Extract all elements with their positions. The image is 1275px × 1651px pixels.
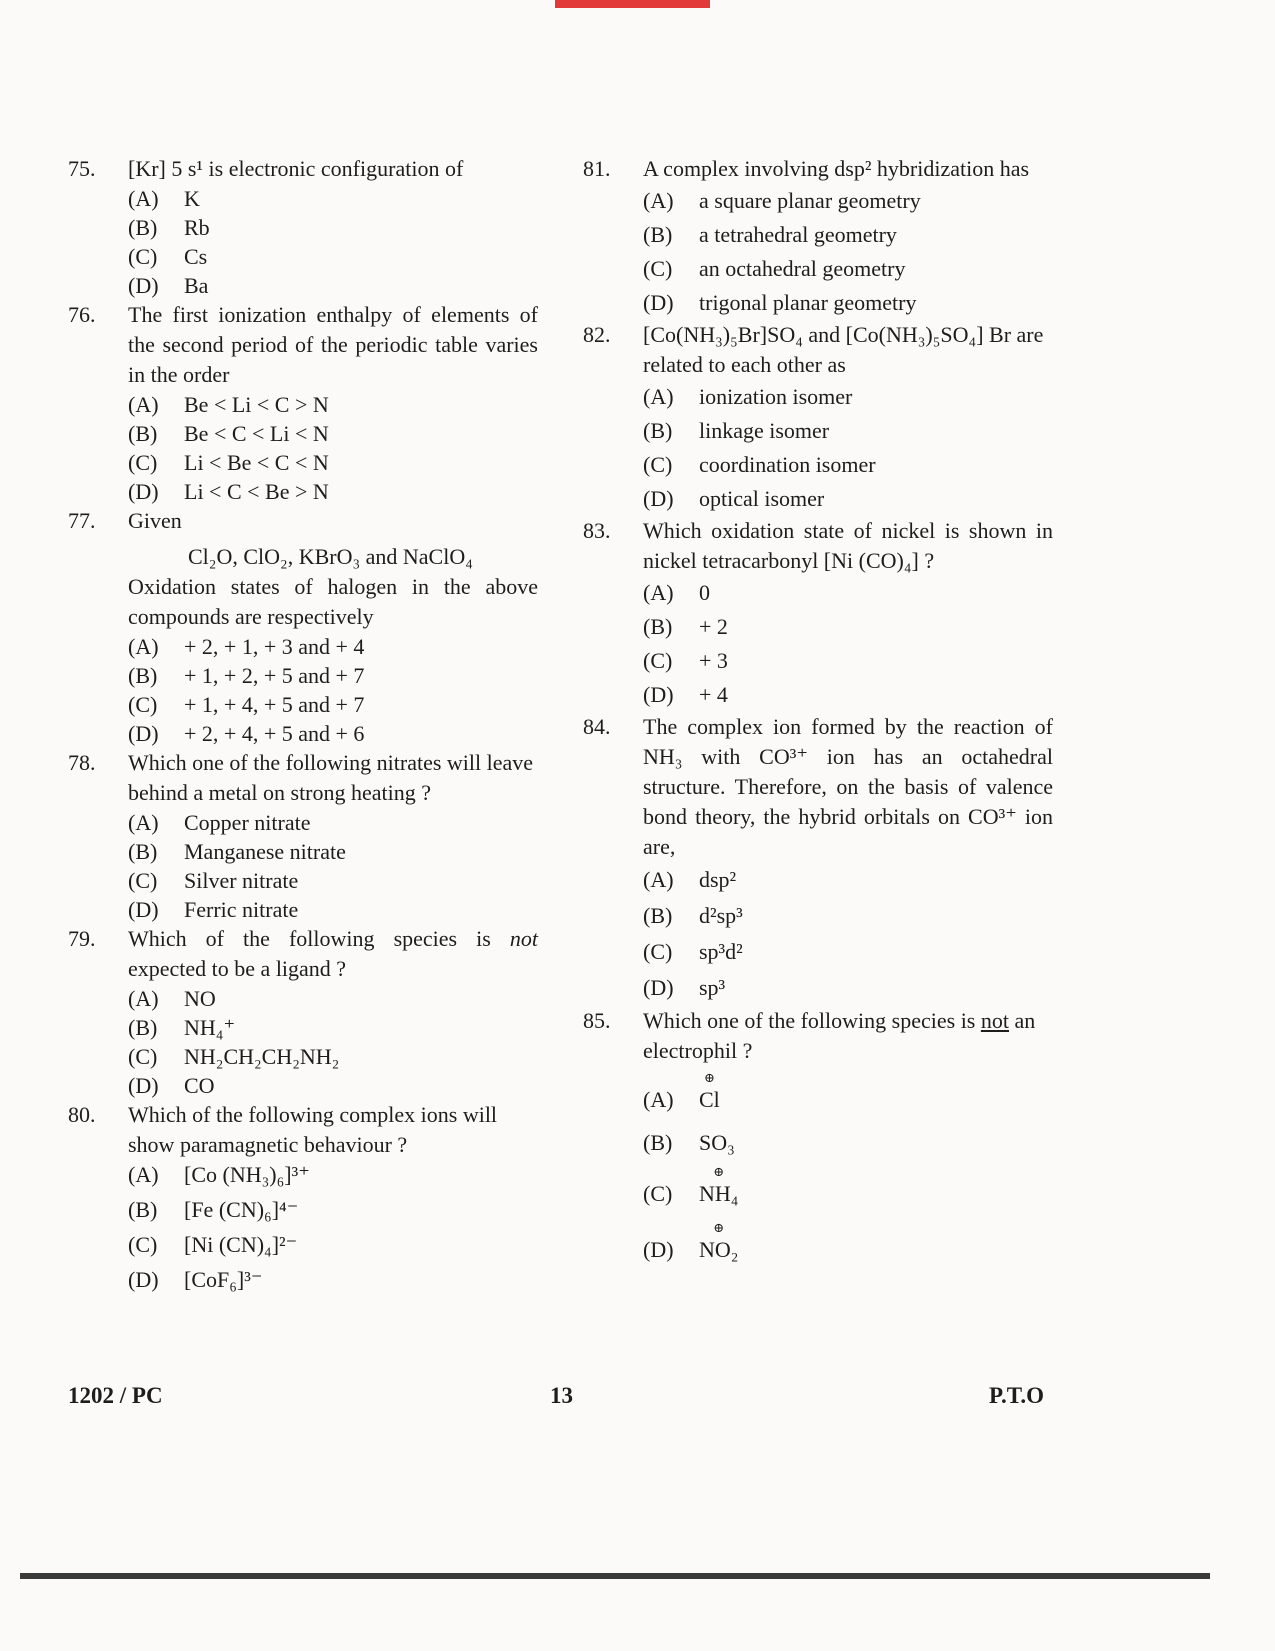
options-list [643,184,1053,320]
question-number: 81. [583,156,611,181]
option-text: [Co (NH₃)₆]³⁺ [184,1162,310,1187]
option-label: (D) [128,721,159,746]
right-column [583,154,1053,1278]
option-text: [Ni (CN)₄]²⁻ [184,1232,298,1257]
options-list [128,808,538,924]
option[interactable] [643,448,1053,482]
option[interactable] [643,898,1053,934]
option-text: ionization isomer [699,384,853,409]
plus-charge-icon: ⊕ [713,1164,725,1179]
option-label: (C) [643,1181,673,1206]
option-text: Be < C < Li < N [184,421,329,446]
question-number: 84. [583,714,611,739]
scan-edge-rule [20,1573,1210,1579]
option-label: (B) [128,215,158,240]
option-label: (B) [128,663,158,688]
option-label: (B) [643,418,673,443]
option-label: (C) [128,450,158,475]
option-text: coordination isomer [699,452,876,477]
option-text: a square planar geometry [699,188,921,213]
top-red-tab [555,0,710,8]
option[interactable] [643,414,1053,448]
option[interactable] [128,1195,538,1230]
option[interactable] [128,895,538,924]
option-text: 0 [699,580,710,605]
option[interactable] [128,1071,538,1100]
option[interactable] [643,934,1053,970]
option-text: K [184,186,200,211]
question-number: 75. [68,156,96,181]
stem-text: [Kr] 5 s¹ is electronic configuration of [128,156,464,181]
plus-charge-icon: ⊕ [703,1070,715,1085]
option-label: (C) [643,648,673,673]
option-text: + 2 [699,614,728,639]
option-text: Ba [184,273,209,298]
stem-emphasis: not [509,926,538,951]
option-text: ⊕ NO₂ [699,1235,738,1265]
option[interactable] [128,719,538,748]
option-label: (A) [643,1087,674,1112]
option[interactable] [643,1166,1053,1222]
question-stem [643,1006,1053,1066]
question-stem: Which of the following complex ions will show paramagnetic behaviour ? [128,1102,498,1157]
option[interactable] [128,690,538,719]
option[interactable] [128,1265,538,1300]
option-text: Cs [184,244,208,269]
option[interactable] [643,862,1053,898]
option-text: trigonal planar geometry [699,290,917,315]
option-text: Li < Be < C < N [184,450,329,475]
question-stem [128,154,538,184]
option-label: (B) [128,421,158,446]
option-text: sp³d² [699,939,743,964]
option[interactable] [643,1222,1053,1278]
option[interactable] [128,661,538,690]
option-label: (A) [128,634,159,659]
options-list [643,862,1053,1006]
option-label: (B) [128,1015,158,1040]
question-stem: A complex involving dsp² hybridization has [643,156,1030,181]
option[interactable] [128,390,538,419]
question-75 [68,154,538,300]
option-label: (D) [128,897,159,922]
option-text: + 1, + 2, + 5 and + 7 [184,663,365,688]
option-label: (C) [128,244,158,269]
option-text: Manganese nitrate [184,839,346,864]
question-82 [583,320,1053,516]
options-list [643,380,1053,516]
option-label: (A) [128,392,159,417]
question-85 [583,1006,1053,1278]
option-text: dsp² [699,867,737,892]
option[interactable] [643,678,1053,712]
options-list [643,1070,1053,1278]
left-column [68,154,538,1300]
option-text: a tetrahedral geometry [699,222,897,247]
options-list [128,184,538,300]
option[interactable] [128,1230,538,1265]
question-83 [583,516,1053,712]
compound-list: Cl₂O, ClO₂, KBrO₃ and NaClO₄ [188,544,473,569]
option[interactable] [128,419,538,448]
option-label: (D) [643,290,674,315]
option[interactable] [128,184,538,213]
option[interactable] [128,837,538,866]
option[interactable] [643,970,1053,1006]
option-label: (C) [128,868,158,893]
question-80 [68,1100,538,1300]
option-text: ⊕ Cl [699,1085,720,1115]
option-text: Silver nitrate [184,868,299,893]
option-text: + 1, + 4, + 5 and + 7 [184,692,365,717]
question-stem: The complex ion formed by the reaction of NH₃ with CO³⁺ ion has an octahedral structure. Therefore, on the basis of valence bond theory, the hybrid orbitals on CO³⁺ ion are, [643,714,1053,859]
option-label: (B) [128,1197,158,1222]
question-77 [68,506,538,748]
option-label: (D) [643,1237,674,1262]
question-stem: The first ionization enthalpy of elements of the second period of the periodic table varies in the order [128,302,538,387]
question-78 [68,748,538,924]
option[interactable] [643,252,1053,286]
option[interactable] [128,984,538,1013]
option[interactable] [128,242,538,271]
option-label: (D) [643,486,674,511]
option[interactable] [128,448,538,477]
option[interactable] [643,576,1053,610]
option-label: (A) [128,186,159,211]
question-number: 76. [68,302,96,327]
option-label: (A) [128,986,159,1011]
option-label: (A) [643,384,674,409]
option-text: ⊕ NH₄ [699,1179,738,1209]
option-label: (B) [643,1130,673,1155]
options-list [128,1160,538,1300]
option-text: [Fe (CN)₆]⁴⁻ [184,1197,299,1222]
stem-text: an electrophil ? [643,1008,1036,1063]
option-label: (C) [643,256,673,281]
option-label: (C) [128,692,158,717]
option[interactable] [128,1160,538,1195]
option-label: (A) [643,867,674,892]
options-list [128,390,538,506]
option-text: + 3 [699,648,728,673]
option-text: SO₃ [699,1130,735,1155]
option-label: (B) [643,614,673,639]
question-number: 80. [68,1102,96,1127]
option-text: Copper nitrate [184,810,311,835]
question-number: 77. [68,508,96,533]
option[interactable] [643,644,1053,678]
options-list [643,576,1053,712]
option-text: an octahedral geometry [699,256,906,281]
option-label: (C) [643,939,673,964]
option[interactable] [643,184,1053,218]
option[interactable] [128,1013,538,1042]
option[interactable] [128,271,538,300]
question-stem [128,924,538,984]
option-text: CO [184,1073,215,1098]
option-text: optical isomer [699,486,825,511]
option-text: NH₂CH₂CH₂NH₂ [184,1044,340,1069]
plus-charge-icon: ⊕ [713,1220,725,1235]
option-label: (D) [128,479,159,504]
option-label: (C) [128,1232,158,1257]
option[interactable] [643,1070,1053,1120]
option[interactable] [643,286,1053,320]
question-number: 83. [583,518,611,543]
question-76 [68,300,538,506]
option[interactable] [128,808,538,837]
option-label: (A) [643,188,674,213]
question-stem-continued: Oxidation states of halogen in the above compounds are respectively [128,574,538,629]
stem-underline: not [980,1008,1009,1033]
option[interactable] [643,482,1053,516]
option-label: (A) [128,1162,159,1187]
option-label: (D) [128,1267,159,1292]
option-text: d²sp³ [699,903,743,928]
option[interactable] [643,610,1053,644]
option-text: sp³ [699,975,726,1000]
stem-text: expected to be a ligand ? [128,956,347,981]
question-number: 85. [583,1008,611,1033]
question-number: 82. [583,322,611,347]
option[interactable] [128,1042,538,1071]
option-text: + 2, + 1, + 3 and + 4 [184,634,365,659]
option[interactable] [643,1120,1053,1166]
please-turn-over: P.T.O [989,1383,1044,1408]
option[interactable] [643,218,1053,252]
question-79 [68,924,538,1100]
option-text: linkage isomer [699,418,830,443]
booklet-code: 1202 / PC [68,1383,163,1408]
option[interactable] [128,213,538,242]
option-label: (B) [643,222,673,247]
option[interactable] [643,380,1053,414]
option-text: Be < Li < C > N [184,392,329,417]
option-text: Rb [184,215,210,240]
option-label: (D) [128,273,159,298]
stem-text: Which one of the following species is [643,1008,981,1033]
question-stem: Given [128,508,182,533]
option-label: (C) [128,1044,158,1069]
option[interactable] [128,477,538,506]
option-label: (A) [643,580,674,605]
question-84 [583,712,1053,1006]
option-label: (D) [643,682,674,707]
question-stem: Which one of the following nitrates will leave behind a metal on strong heating ? [128,750,534,805]
option-label: (B) [128,839,158,864]
options-list [128,632,538,748]
option-label: (D) [128,1073,159,1098]
option-label: (B) [643,903,673,928]
option-text: [CoF₆]³⁻ [184,1267,263,1292]
option-label: (D) [643,975,674,1000]
option-text: Ferric nitrate [184,897,299,922]
option-text: + 4 [699,682,728,707]
question-number: 78. [68,750,96,775]
question-stem: Which oxidation state of nickel is shown in nickel tetracarbonyl [Ni (CO)₄] ? [643,518,1053,573]
option[interactable] [128,866,538,895]
stem-text: Which of the following species is [128,926,510,951]
page-number: 13 [550,1383,573,1408]
option-text: NO [184,986,216,1011]
option-text: Li < C < Be > N [184,479,329,504]
option-label: (C) [643,452,673,477]
question-stem: [Co(NH₃)₅Br]SO₄ and [Co(NH₃)₅SO₄] Br are related to each other as [643,322,1044,377]
question-number: 79. [68,926,96,951]
option-label: (A) [128,810,159,835]
question-81 [583,154,1053,320]
option-text: NH₄⁺ [184,1015,236,1040]
option[interactable] [128,632,538,661]
option-text: + 2, + 4, + 5 and + 6 [184,721,365,746]
options-list [128,984,538,1100]
